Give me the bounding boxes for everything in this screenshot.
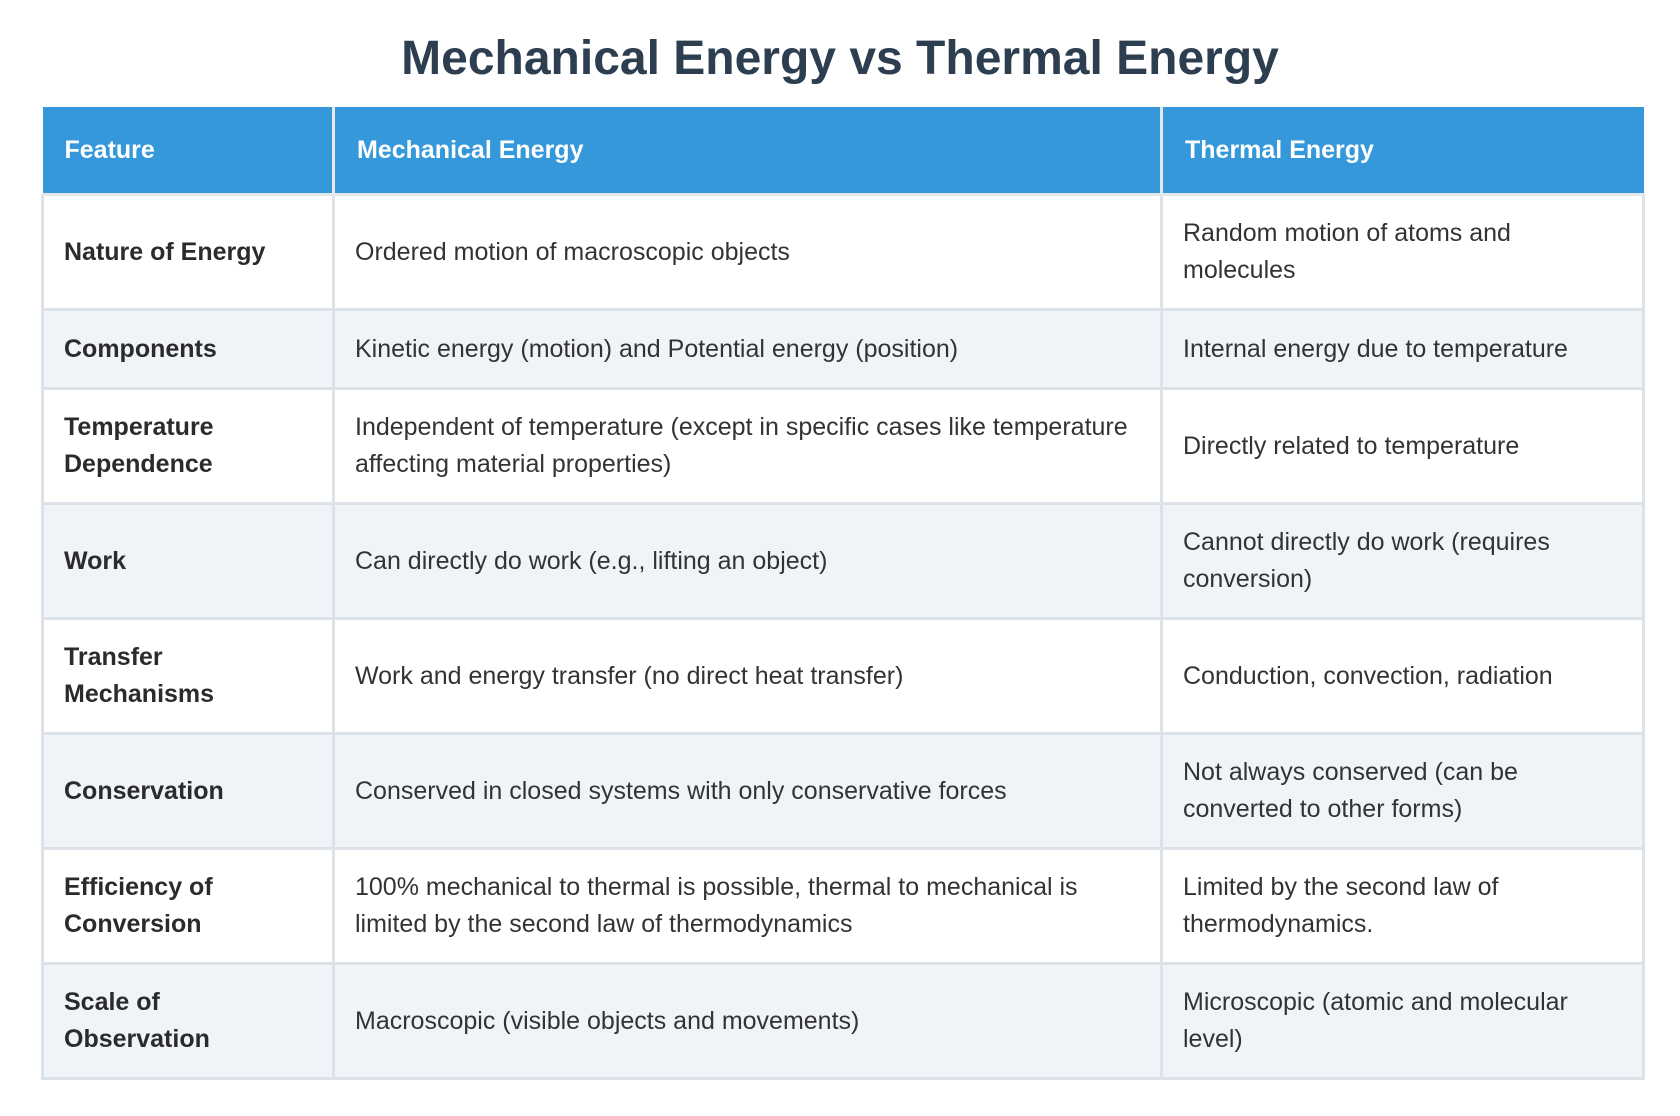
mechanical-cell: Independent of temperature (except in specific cases like temperature affecting material properties) <box>334 389 1162 504</box>
mechanical-cell: Macroscopic (visible objects and movements) <box>334 964 1162 1079</box>
mechanical-cell: Work and energy transfer (no direct heat transfer) <box>334 619 1162 734</box>
mechanical-cell: Kinetic energy (motion) and Potential energy (position) <box>334 310 1162 389</box>
table-header-row <box>43 107 1644 195</box>
header-feature: Feature <box>43 107 334 195</box>
feature-cell: Temperature Dependence <box>43 389 334 504</box>
table-row <box>43 504 1644 619</box>
mechanical-cell: Conserved in closed systems with only conservative forces <box>334 734 1162 849</box>
comparison-table-container <box>41 107 1642 1080</box>
mechanical-cell: Ordered motion of macroscopic objects <box>334 195 1162 310</box>
table-row <box>43 849 1644 964</box>
table-row <box>43 734 1644 849</box>
feature-cell: Work <box>43 504 334 619</box>
header-mechanical-energy: Mechanical Energy <box>334 107 1162 195</box>
page-title: Mechanical Energy vs Thermal Energy <box>401 32 1279 85</box>
thermal-cell: Limited by the second law of thermodynamics. <box>1162 849 1644 964</box>
mechanical-cell: 100% mechanical to thermal is possible, thermal to mechanical is limited by the second law of thermodynamics <box>334 849 1162 964</box>
table-row <box>43 195 1644 310</box>
feature-cell: Nature of Energy <box>43 195 334 310</box>
thermal-cell: Random motion of atoms and molecules <box>1162 195 1644 310</box>
thermal-cell: Conduction, convection, radiation <box>1162 619 1644 734</box>
thermal-cell: Directly related to temperature <box>1162 389 1644 504</box>
feature-cell: Conservation <box>43 734 334 849</box>
feature-cell: Components <box>43 310 334 389</box>
feature-cell: Efficiency of Conversion <box>43 849 334 964</box>
table-row <box>43 964 1644 1079</box>
table-row <box>43 619 1644 734</box>
feature-cell: Transfer Mechanisms <box>43 619 334 734</box>
thermal-cell: Cannot directly do work (requires conversion) <box>1162 504 1644 619</box>
header-thermal-energy: Thermal Energy <box>1162 107 1644 195</box>
table-row <box>43 389 1644 504</box>
thermal-cell: Not always conserved (can be converted to other forms) <box>1162 734 1644 849</box>
comparison-table <box>41 107 1645 1080</box>
mechanical-cell: Can directly do work (e.g., lifting an object) <box>334 504 1162 619</box>
thermal-cell: Internal energy due to temperature <box>1162 310 1644 389</box>
table-row <box>43 310 1644 389</box>
thermal-cell: Microscopic (atomic and molecular level) <box>1162 964 1644 1079</box>
feature-cell: Scale of Observation <box>43 964 334 1079</box>
